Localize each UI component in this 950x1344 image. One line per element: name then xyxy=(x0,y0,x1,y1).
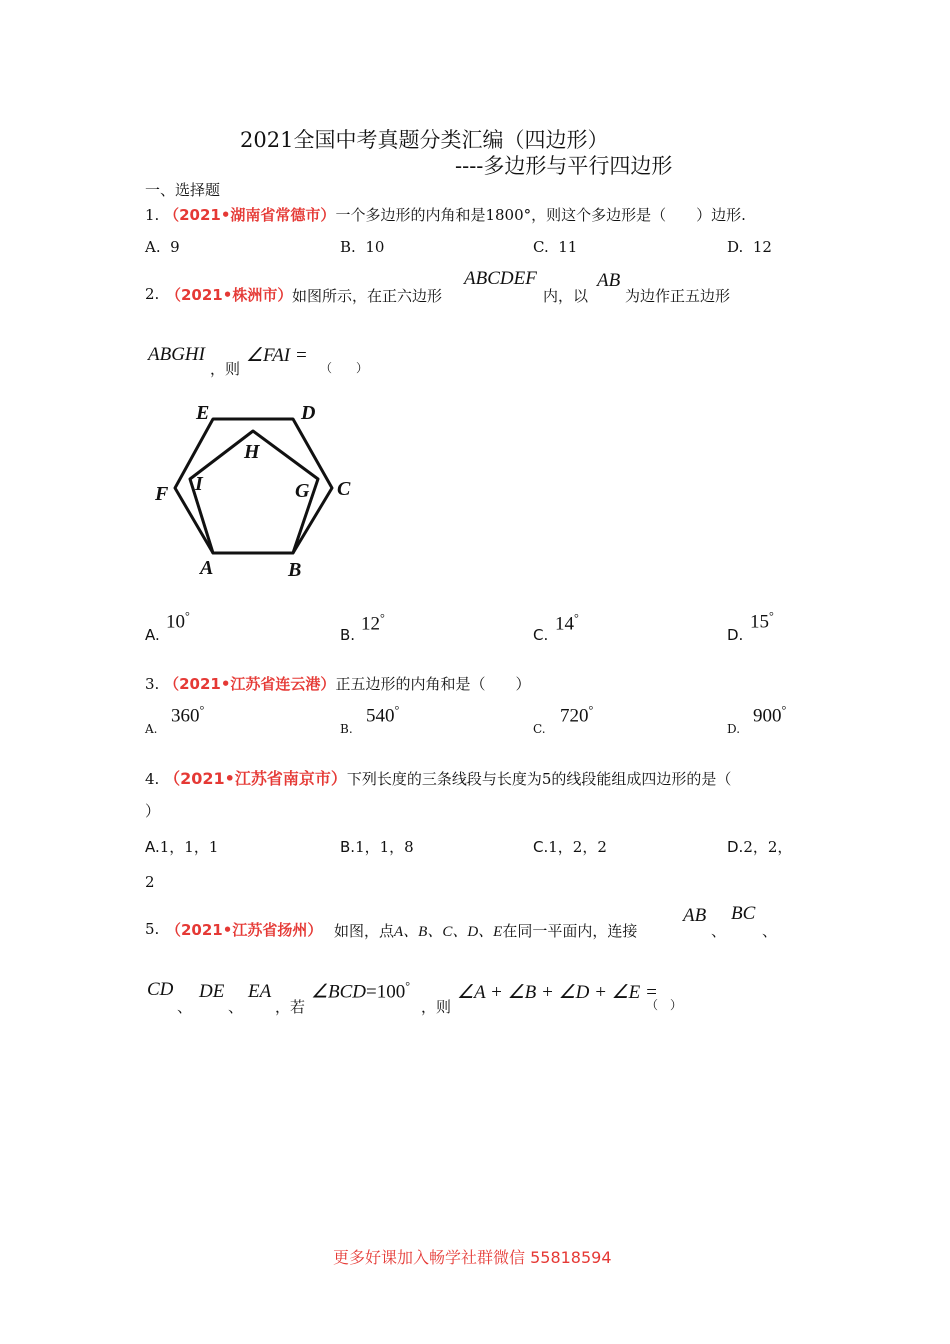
option-a[interactable]: A. xyxy=(145,626,160,644)
math-bc: BC xyxy=(731,903,756,924)
option-a[interactable] xyxy=(145,238,180,256)
option-value: 10° xyxy=(166,609,190,633)
option-value: 1，1，1 xyxy=(159,838,219,856)
option-value: 12° xyxy=(361,611,385,635)
answer-paren: （ ） xyxy=(646,998,683,1012)
math-cd: CD xyxy=(147,979,174,1000)
math-ab: AB xyxy=(683,905,707,926)
option-value: 1，2，2 xyxy=(548,838,607,856)
figure-label-c: C xyxy=(337,478,351,500)
question-1 xyxy=(145,204,746,225)
question-text: 内，以 xyxy=(543,287,589,305)
figure-label-i: I xyxy=(195,473,203,495)
option-label: C. xyxy=(533,238,549,256)
option-value: 14° xyxy=(555,611,579,635)
option-d[interactable] xyxy=(727,836,792,857)
question-text: ，则 xyxy=(210,360,241,378)
question-text: 为边作正五边形 xyxy=(625,287,731,305)
figure-label-e: E xyxy=(196,402,210,424)
option-value: 360° xyxy=(171,703,205,727)
question-text: 如图，点 xyxy=(334,922,395,940)
option-value: 9 xyxy=(170,238,180,256)
separator: 、 xyxy=(177,998,193,1016)
option-value: 720° xyxy=(560,703,594,727)
option-d[interactable]: D. xyxy=(727,722,741,736)
question-3 xyxy=(145,673,530,694)
question-5-text xyxy=(334,920,637,941)
option-value: 900° xyxy=(753,703,787,727)
option-value: 15° xyxy=(750,609,774,633)
page-subtitle: ----多边形与平行四边形 xyxy=(455,154,673,178)
question-text: 在同一平面内，连接 xyxy=(502,922,638,940)
answer-paren: （ ） xyxy=(320,361,369,375)
section-heading: 一、选择题 xyxy=(145,181,221,199)
math-angle: ∠FAI = xyxy=(246,345,308,366)
figure-label-f: F xyxy=(155,483,169,505)
option-value: 10 xyxy=(365,238,385,256)
question-text: 一个多边形的内角和是1800°，则这个多边形是（ ）边形. xyxy=(335,206,746,224)
option-label: A. xyxy=(145,838,160,856)
question-number: 2. xyxy=(145,285,160,303)
option-c[interactable]: C. xyxy=(533,722,546,736)
question-source: （2021•湖南省常德市） xyxy=(164,206,336,224)
option-value: 2，2， xyxy=(743,838,793,856)
option-c[interactable] xyxy=(533,238,577,256)
option-value: 540° xyxy=(366,703,400,727)
question-number: 1. xyxy=(145,206,160,224)
option-c[interactable] xyxy=(533,836,607,857)
question-text: ） xyxy=(145,802,161,820)
option-d-wrap: 2 xyxy=(145,873,155,891)
option-label: C. xyxy=(533,838,549,856)
separator: 、 xyxy=(762,922,778,940)
question-4 xyxy=(145,766,731,789)
figure-label-h: H xyxy=(244,441,260,463)
question-text: 如图所示，在正六边形 xyxy=(292,287,443,305)
math-de: DE xyxy=(199,981,225,1002)
option-c[interactable]: C. xyxy=(533,626,549,644)
question-source: （2021•江苏省连云港） xyxy=(164,675,336,693)
option-d[interactable]: D. xyxy=(727,626,744,644)
math-ea: EA xyxy=(248,981,272,1002)
math-angle-sum: ∠A + ∠B + ∠D + ∠E = xyxy=(457,982,658,1003)
figure-label-b: B xyxy=(288,559,302,581)
question-number: 4. xyxy=(145,770,160,788)
option-value: 12 xyxy=(752,238,772,256)
option-b[interactable] xyxy=(340,836,414,857)
option-label: D. xyxy=(727,238,744,256)
option-label: B. xyxy=(340,838,356,856)
option-value: 1，1，8 xyxy=(355,838,414,856)
question-number: 5. xyxy=(145,920,160,938)
option-a[interactable] xyxy=(145,836,218,857)
question-source: （2021•江苏省南京市） xyxy=(164,769,347,788)
option-label: A. xyxy=(145,238,161,256)
question-text: 正五边形的内角和是（ ） xyxy=(335,675,531,693)
math-pentagon: ABGHI xyxy=(148,344,205,365)
figure-label-a: A xyxy=(200,557,214,579)
option-a[interactable]: A. xyxy=(145,722,158,736)
option-b[interactable]: B. xyxy=(340,626,356,644)
math-hexagon: ABCDEF xyxy=(464,268,537,289)
option-label: D. xyxy=(727,838,744,856)
math-ab: AB xyxy=(597,270,621,291)
question-text: ，则 xyxy=(421,998,452,1016)
option-b[interactable] xyxy=(340,238,384,256)
option-b[interactable]: B. xyxy=(340,722,353,736)
points-list: A、B、C、D、E xyxy=(394,924,503,940)
separator: 、 xyxy=(228,998,244,1016)
math-angle-bcd: ∠BCD=100° xyxy=(311,979,411,1003)
separator: 、 xyxy=(711,922,727,940)
question-number: 3. xyxy=(145,675,160,693)
option-value: 11 xyxy=(558,238,578,256)
page-title: 2021全国中考真题分类汇编（四边形） xyxy=(240,128,609,152)
figure-label-g: G xyxy=(295,480,310,502)
option-label: B. xyxy=(340,238,356,256)
question-text: 下列长度的三条线段与长度为5的线段能组成四边形的是（ xyxy=(346,770,732,788)
figure-label-d: D xyxy=(301,402,316,424)
question-source: （2021•株洲市） xyxy=(166,286,293,304)
footer-promo: 更多好课加入畅学社群微信 55818594 xyxy=(333,1248,612,1267)
question-source: （2021•江苏省扬州） xyxy=(166,921,323,939)
hexagon-pentagon-figure xyxy=(145,395,365,585)
option-d[interactable] xyxy=(727,238,772,256)
question-text: ，若 xyxy=(275,998,306,1016)
